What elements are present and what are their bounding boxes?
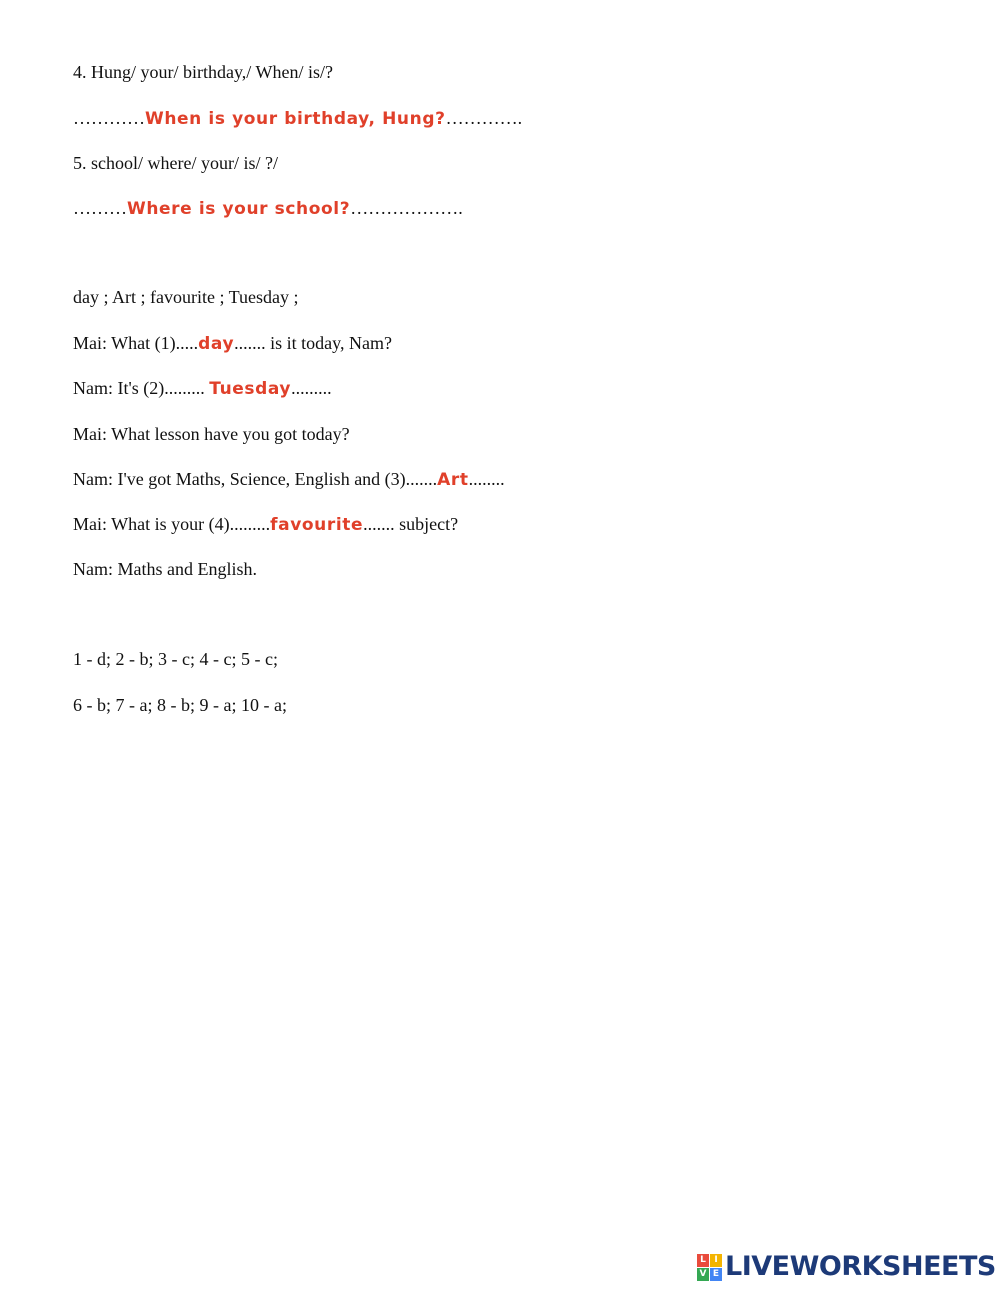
question-5-prompt: 5. school/ where/ your/ is/ ?/ (73, 153, 278, 173)
question-4-answer-line (73, 107, 522, 130)
dialogue-text: ........ (468, 469, 505, 489)
dialogue-text: Nam: Maths and English. (73, 559, 257, 579)
dialogue-text: ....... subject? (363, 514, 459, 534)
dialogue-text: Mai: What lesson have you got today? (73, 424, 350, 444)
question-4-prompt: 4. Hung/ your/ birthday,/ When/ is/? (73, 62, 333, 82)
logo-text: LIVEWORKSHEETS (725, 1251, 996, 1282)
word-bank: day ; Art ; favourite ; Tuesday ; (73, 287, 299, 307)
logo-block: L (697, 1254, 709, 1267)
dialogue-line (73, 423, 350, 445)
dialogue-line (73, 513, 458, 536)
question-5-answer[interactable]: Where is your school? (127, 199, 351, 219)
logo-block: E (710, 1268, 722, 1281)
question-5-answer-line (73, 197, 463, 220)
dialogue-text: ....... is it today, Nam? (234, 333, 392, 353)
answer-tuesday[interactable]: Tuesday (209, 379, 292, 399)
dots: …………. (445, 108, 523, 128)
answer-art[interactable]: Art (437, 470, 469, 490)
dots: ……… (73, 198, 127, 218)
logo-blocks-icon (697, 1254, 722, 1281)
logo-block: I (710, 1254, 722, 1267)
dialogue-line (73, 377, 332, 400)
answer-key-line-1: 1 - d; 2 - b; 3 - c; 4 - c; 5 - c; (73, 649, 278, 669)
answer-key-line-2: 6 - b; 7 - a; 8 - b; 9 - a; 10 - a; (73, 695, 287, 715)
question-4-answer[interactable]: When is your birthday, Hung? (145, 109, 446, 129)
dialogue-line (73, 558, 257, 580)
answer-favourite[interactable]: favourite (270, 515, 364, 535)
answer-day[interactable]: day (198, 334, 235, 354)
dialogue-line (73, 468, 505, 491)
logo-block: V (697, 1268, 709, 1281)
liveworksheets-logo (697, 1252, 996, 1282)
dialogue-text: ......... (291, 378, 332, 398)
dots: ………… (73, 108, 145, 128)
dialogue-text: Nam: I've got Maths, Science, English and (3)....... (73, 469, 438, 489)
dialogue-text: Mai: What (1)..... (73, 333, 199, 353)
dialogue-line (73, 332, 392, 355)
dots: ………………. (350, 198, 463, 218)
dialogue-text: Mai: What is your (4)......... (73, 514, 271, 534)
dialogue-text: Nam: It's (2)......... (73, 378, 210, 398)
